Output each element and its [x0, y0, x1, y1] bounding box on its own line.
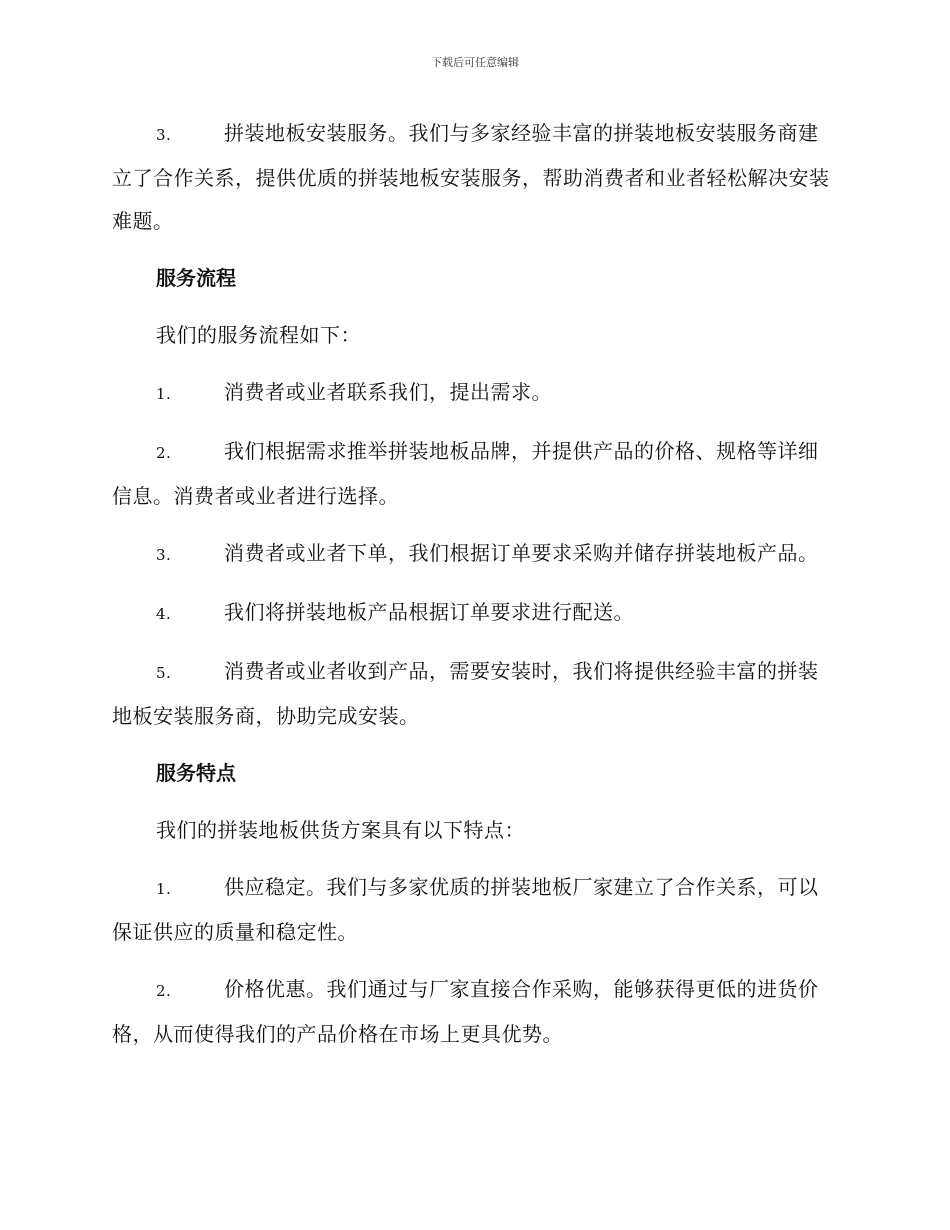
list-text: 消费者或业者收到产品，需要安装时，我们将提供经验丰富的拼装地板安装服务商，协助完成安装。 [112, 659, 819, 728]
list-number: 2. [156, 982, 172, 1000]
section-heading-features: 服务特点 [156, 761, 236, 785]
list-text: 消费者或业者联系我们，提出需求。 [224, 380, 552, 404]
list-text: 供应稳定。我们与多家优质的拼装地板厂家建立了合作关系，可以保证供应的质量和稳定性。 [112, 875, 819, 944]
list-number: 1. [156, 385, 172, 403]
list-text: 我们将拼装地板产品根据订单要求进行配送。 [224, 600, 634, 624]
list-item-step-1 [112, 371, 836, 416]
paragraph-features-intro: 我们的拼装地板供货方案具有以下特点： [156, 818, 525, 842]
list-text: 拼装地板安装服务。我们与多家经验丰富的拼装地板安装服务商建立了合作关系，提供优质的拼装地板安装服务，帮助消费者和业者轻松解决安装难题。 [112, 121, 830, 233]
section-heading-process: 服务流程 [156, 266, 236, 290]
list-number: 5. [156, 664, 172, 682]
list-item-step-2 [112, 430, 836, 518]
list-item-feature-2 [112, 968, 836, 1056]
list-number: 3. [156, 546, 172, 564]
list-number: 4. [156, 605, 172, 623]
list-text: 价格优惠。我们通过与厂家直接合作采购，能够获得更低的进货价格，从而使得我们的产品价格在市场上更具优势。 [112, 977, 819, 1046]
list-item-step-5 [112, 650, 836, 738]
list-item-step-3 [112, 532, 836, 577]
list-text: 我们根据需求推举拼装地板品牌，并提供产品的价格、规格等详细信息。消费者或业者进行选择。 [112, 439, 819, 508]
paragraph-process-intro: 我们的服务流程如下： [156, 323, 361, 347]
list-item-step-4 [112, 591, 836, 636]
list-text: 消费者或业者下单，我们根据订单要求采购并储存拼装地板产品。 [224, 541, 819, 565]
header-note: 下载后可任意编辑 [431, 56, 519, 69]
list-item-install-service [112, 112, 836, 243]
list-number: 1. [156, 880, 172, 898]
document-body [112, 112, 836, 1070]
list-number: 3. [156, 126, 172, 144]
list-item-feature-1 [112, 866, 836, 954]
list-number: 2. [156, 444, 172, 462]
